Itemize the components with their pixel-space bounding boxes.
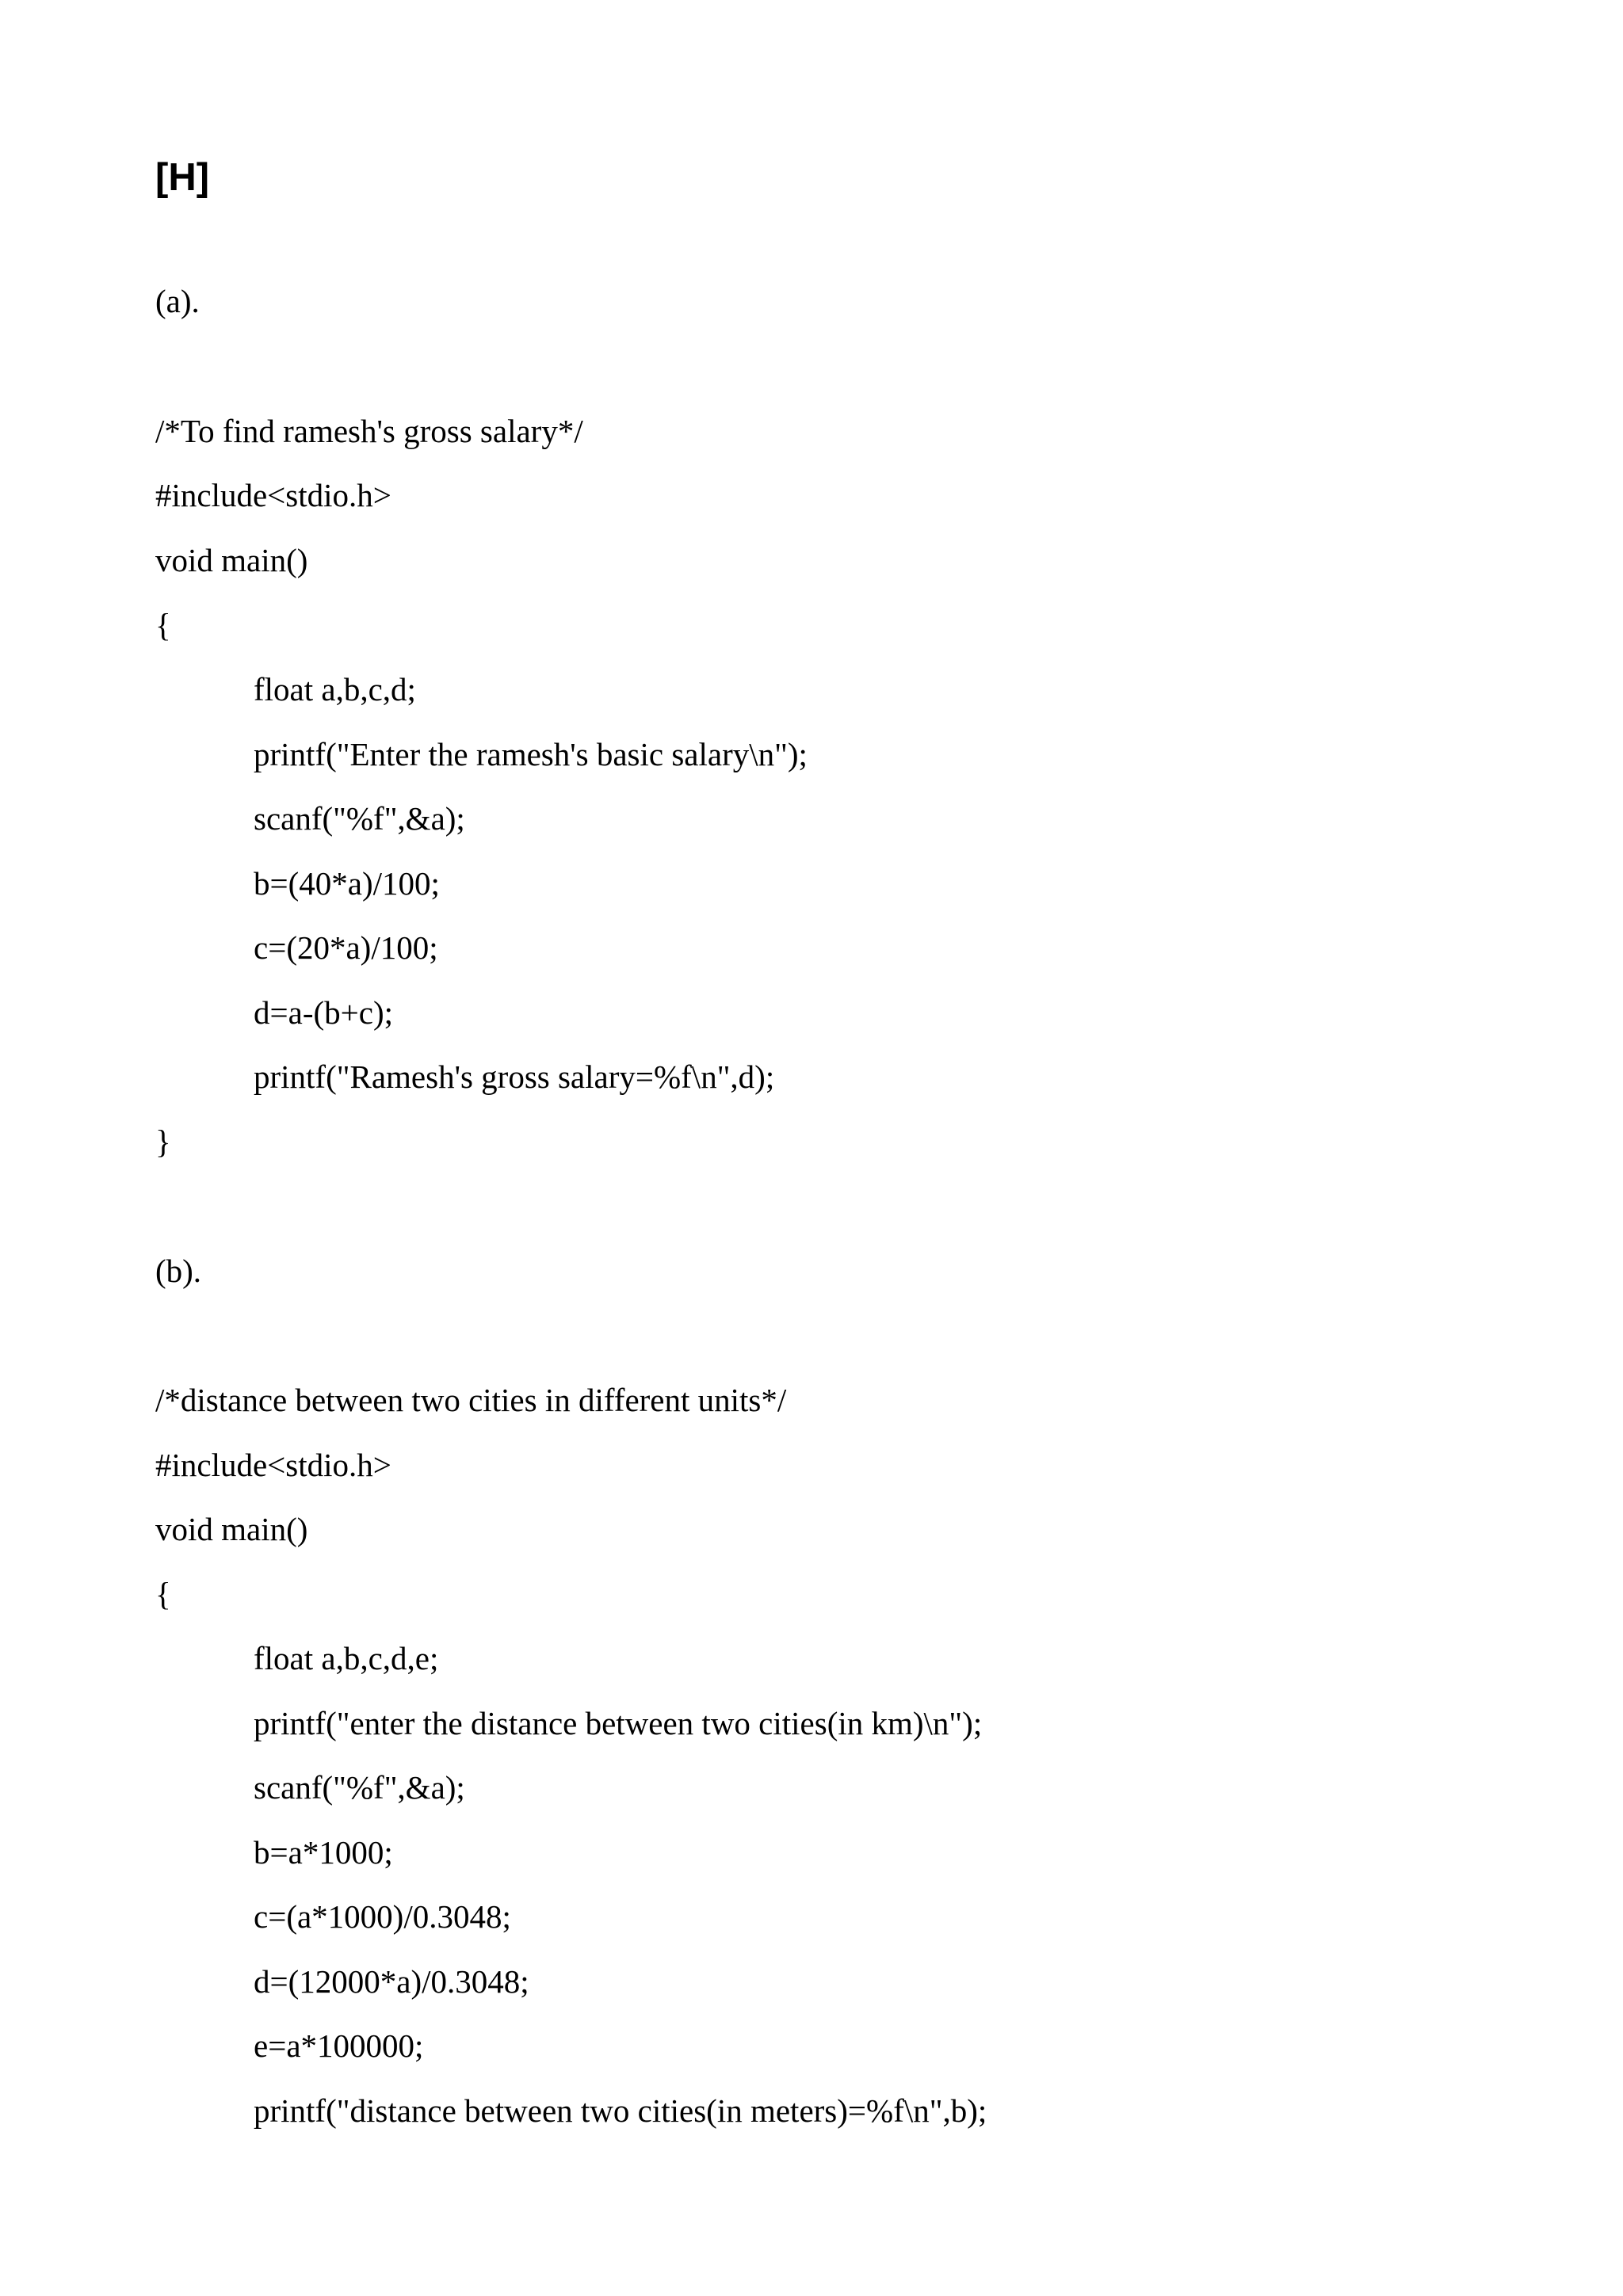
section-heading: [H] — [155, 156, 210, 199]
code-line: c=(a*1000)/0.3048; — [254, 1898, 511, 1935]
code-line: } — [155, 1123, 171, 1160]
code-line: void main() — [155, 1511, 308, 1547]
code-line: e=a*100000; — [254, 2027, 424, 2064]
subsection-label-b: (b). — [155, 1253, 202, 1289]
code-line: printf("enter the distance between two cities(in km)\n"); — [254, 1705, 983, 1741]
code-line: { — [155, 1576, 171, 1612]
code-line: b=a*1000; — [254, 1834, 393, 1871]
code-line: printf("Enter the ramesh's basic salary\n"); — [254, 736, 808, 772]
code-line: /*distance between two cities in different units*/ — [155, 1382, 787, 1418]
code-line: float a,b,c,d,e; — [254, 1640, 439, 1676]
code-line: scanf("%f",&a); — [254, 800, 465, 837]
code-line: printf("Ramesh's gross salary=%f\n",d); — [254, 1058, 775, 1095]
code-line: /*To find ramesh's gross salary*/ — [155, 413, 583, 449]
code-line: #include<stdio.h> — [155, 1447, 391, 1483]
code-line: printf("distance between two cities(in meters)=%f\n",b); — [254, 2092, 987, 2129]
code-line: float a,b,c,d; — [254, 671, 416, 707]
code-line: d=a-(b+c); — [254, 994, 393, 1031]
code-line: d=(12000*a)/0.3048; — [254, 1963, 529, 2000]
code-line: c=(20*a)/100; — [254, 929, 438, 966]
subsection-label-a: (a). — [155, 283, 200, 319]
code-line: scanf("%f",&a); — [254, 1769, 465, 1806]
code-line: b=(40*a)/100; — [254, 865, 440, 902]
code-line: void main() — [155, 542, 308, 578]
code-line: { — [155, 607, 171, 643]
code-line: #include<stdio.h> — [155, 477, 391, 513]
